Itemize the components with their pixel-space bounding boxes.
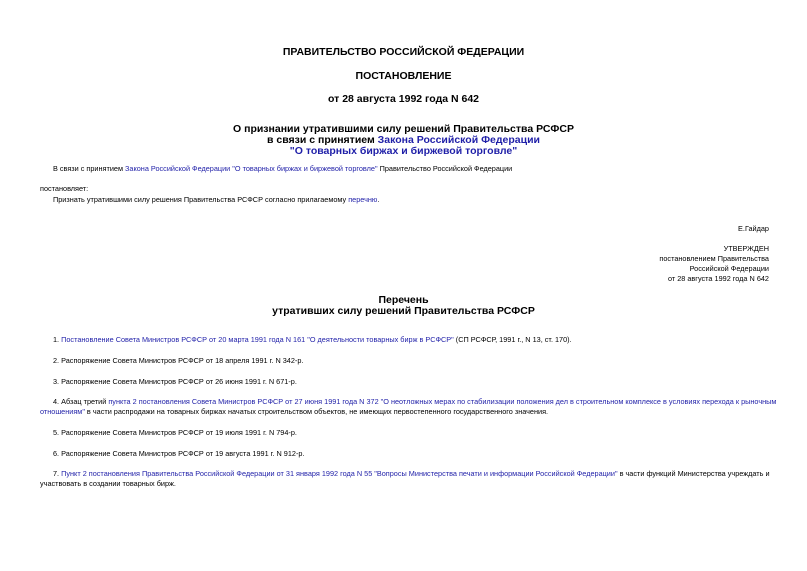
- document-type: ПОСТАНОВЛЕНИЕ: [355, 70, 452, 82]
- action-suffix: .: [377, 195, 380, 204]
- document-date: от 28 августа 1992 года N 642: [327, 93, 480, 105]
- approval-line-1: УТВЕРЖДЕН: [723, 244, 769, 253]
- action-paragraph: [53, 195, 379, 205]
- signature: Е.Гайдар: [738, 224, 769, 233]
- list-item-3: 3. Распоряжение Совета Министров РСФСР от 26 июня 1991 г. N 671-р.: [53, 377, 297, 386]
- intro-law-link[interactable]: Закона Российской Федерации "О товарных биржах и биржевой торговле": [125, 164, 378, 173]
- law-title-link[interactable]: Закона Российской Федерации: [377, 134, 540, 146]
- list-item-6: 6. Распоряжение Совета Министров РСФСР от 19 августа 1991 г. N 912-р.: [53, 449, 305, 458]
- item-4-number: 4. Абзац третий: [53, 397, 109, 406]
- document-title-line-1: О признании утратившими силу решений Правительства РСФСР: [233, 123, 574, 135]
- intro-prefix: В связи с принятием: [53, 164, 125, 173]
- intro-paragraph: [53, 164, 512, 174]
- item-4-link[interactable]: пункта 2 постановления Совета Министров РСФСР от 27 июня 1991 года N 372 "О неотложных мерах по стабилизации положения дел в строительном комплексе в условиях перехода к рыночным: [108, 397, 777, 406]
- item-4-link-continued[interactable]: отношениям": [40, 407, 85, 416]
- approval-line-3: Российской Федерации: [689, 264, 769, 273]
- title-prefix: в связи с принятием: [267, 134, 378, 146]
- list-title-line-1: Перечень: [378, 294, 429, 306]
- item-4-text: в части распродажи на товарных биржах начатых строительством объектов, не имеющих первостепенного государственного значения.: [84, 407, 549, 416]
- item-1-text: (СП РСФСР, 1991 г., N 13, ст. 170).: [453, 335, 572, 344]
- list-item-7-line-1: [53, 469, 770, 479]
- document-title-line-3: [0, 145, 807, 157]
- list-link[interactable]: перечню: [348, 195, 378, 204]
- item-7-number: 7.: [53, 469, 62, 478]
- list-item-4-line-1: [53, 397, 776, 407]
- law-name-link[interactable]: "О товарных биржах и биржевой торговле": [289, 145, 518, 157]
- government-heading: ПРАВИТЕЛЬСТВО РОССИЙСКОЙ ФЕДЕРАЦИИ: [282, 46, 525, 58]
- list-item-2: 2. Распоряжение Совета Министров РСФСР от 18 апреля 1991 г. N 342-р.: [53, 356, 304, 365]
- item-1-number: 1.: [53, 335, 62, 344]
- list-title-line-2: утративших силу решений Правительства РСФСР: [272, 305, 535, 317]
- approval-line-2: постановлением Правительства: [659, 254, 769, 263]
- action-prefix: Признать утратившими силу решения Правительства РСФСР согласно прилагаемому: [53, 195, 349, 204]
- intro-suffix: Правительство Российской Федерации: [377, 164, 513, 173]
- list-item-7-line-2: участвовать в создании товарных бирж.: [40, 479, 176, 488]
- decree-word: постановляет:: [40, 184, 89, 193]
- item-1-link[interactable]: Постановление Совета Министров РСФСР от 20 марта 1991 года N 161 "О деятельности товарных бирж в РСФСР": [61, 335, 454, 344]
- list-item-5: 5. Распоряжение Совета Министров РСФСР от 19 июля 1991 г. N 794-р.: [53, 428, 297, 437]
- approval-line-4: от 28 августа 1992 года N 642: [667, 274, 769, 283]
- item-7-text: в части функций Министерства учреждать и: [617, 469, 770, 478]
- list-item-1: [53, 335, 572, 345]
- item-7-link[interactable]: Пункт 2 постановления Правительства Российской Федерации от 31 января 1992 года N 55 "Вопросы Министерства печати и информации Российской Федерации": [61, 469, 618, 478]
- list-item-4-line-2: [40, 407, 548, 417]
